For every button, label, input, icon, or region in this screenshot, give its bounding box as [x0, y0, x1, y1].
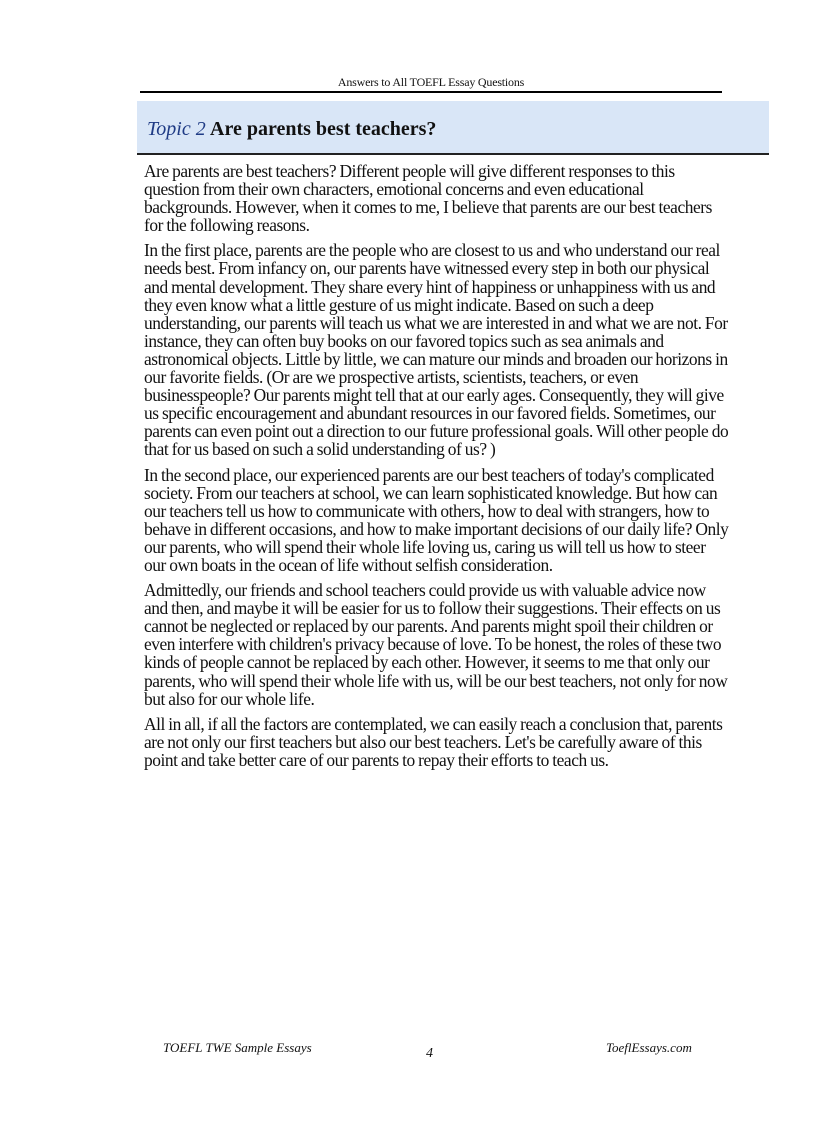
topic-label: Topic 2	[147, 118, 206, 140]
footer-book-title: TOEFL TWE Sample Essays	[163, 1040, 312, 1055]
topic-banner	[137, 101, 769, 155]
header-rule	[140, 91, 722, 93]
essay-paragraph-counterargument: Admittedly, our friends and school teachers could provide us with valuable advice now and then, and maybe it will be easier for us to follow their suggestions. Their effects on us cannot be neglected or replaced by our parents. And parents might spoil their children or even interfere with children's privacy because of love. To be honest, the roles of these two kinds of people cannot be replaced by each other. However, it seems to me that only our parents, who will spend their whole life with us, will be our best teachers, not only for now but also for our whole life.	[144, 580, 728, 709]
footer-website: ToeflEssays.com	[606, 1040, 692, 1055]
essay-body	[144, 162, 730, 776]
essay-paragraph-second-reason: In the second place, our experienced parents are our best teachers of today's complicated society. From our teachers at school, we can learn sophisticated knowledge. But how can our teachers tell us how to communicate with others, how to deal with strangers, how to behave in different occasions, and how to make important decisions of our daily life? Only our parents, who will spend their whole life loving us, caring us will tell us how to steer our own boats in the ocean of life without selfish consideration.	[144, 464, 729, 575]
topic-title: Are parents best teachers?	[210, 118, 437, 140]
running-header: Answers to All TOEFL Essay Questions	[337, 75, 525, 89]
essay-paragraph-first-reason: In the first place, parents are the people who are closest to us and who understand our real needs best. From infancy on, our parents have witnessed every step in both our physical and mental development. They share every hint of happiness or unhappiness with us and they even know what a little gesture of us might indicate. Based on such a deep understanding, our parents will teach us what we are interested in and what we are not. For instance, they can often buy books on our favored topics such as sea animals and astronomical objects. Little by little, we can mature our minds and broaden our horizons in our favorite fields. (Or are we prospective artists, scientists, teachers, or even businesspeople? Our parents might tell that at our early ages. Consequently, they will give us specific encouragement and abundant resources in our favored fields. Sometimes, our parents can even point out a direction to our future professional goals. Will other people do that for us based on such a solid understanding of us? )	[144, 240, 729, 460]
essay-paragraph-intro: Are parents are best teachers? Different people will give different responses to this question from their own characters, emotional concerns and even educational backgrounds. However, when it comes to me, I believe that parents are our best teachers for the following reasons.	[144, 161, 712, 236]
essay-paragraph-conclusion: All in all, if all the factors are contemplated, we can easily reach a conclusion that, parents are not only our first teachers but also our best teachers. Let's be carefully aware of this point and take better care of our parents to repay their efforts to teach us.	[144, 713, 723, 770]
page-number: 4	[426, 1046, 433, 1061]
